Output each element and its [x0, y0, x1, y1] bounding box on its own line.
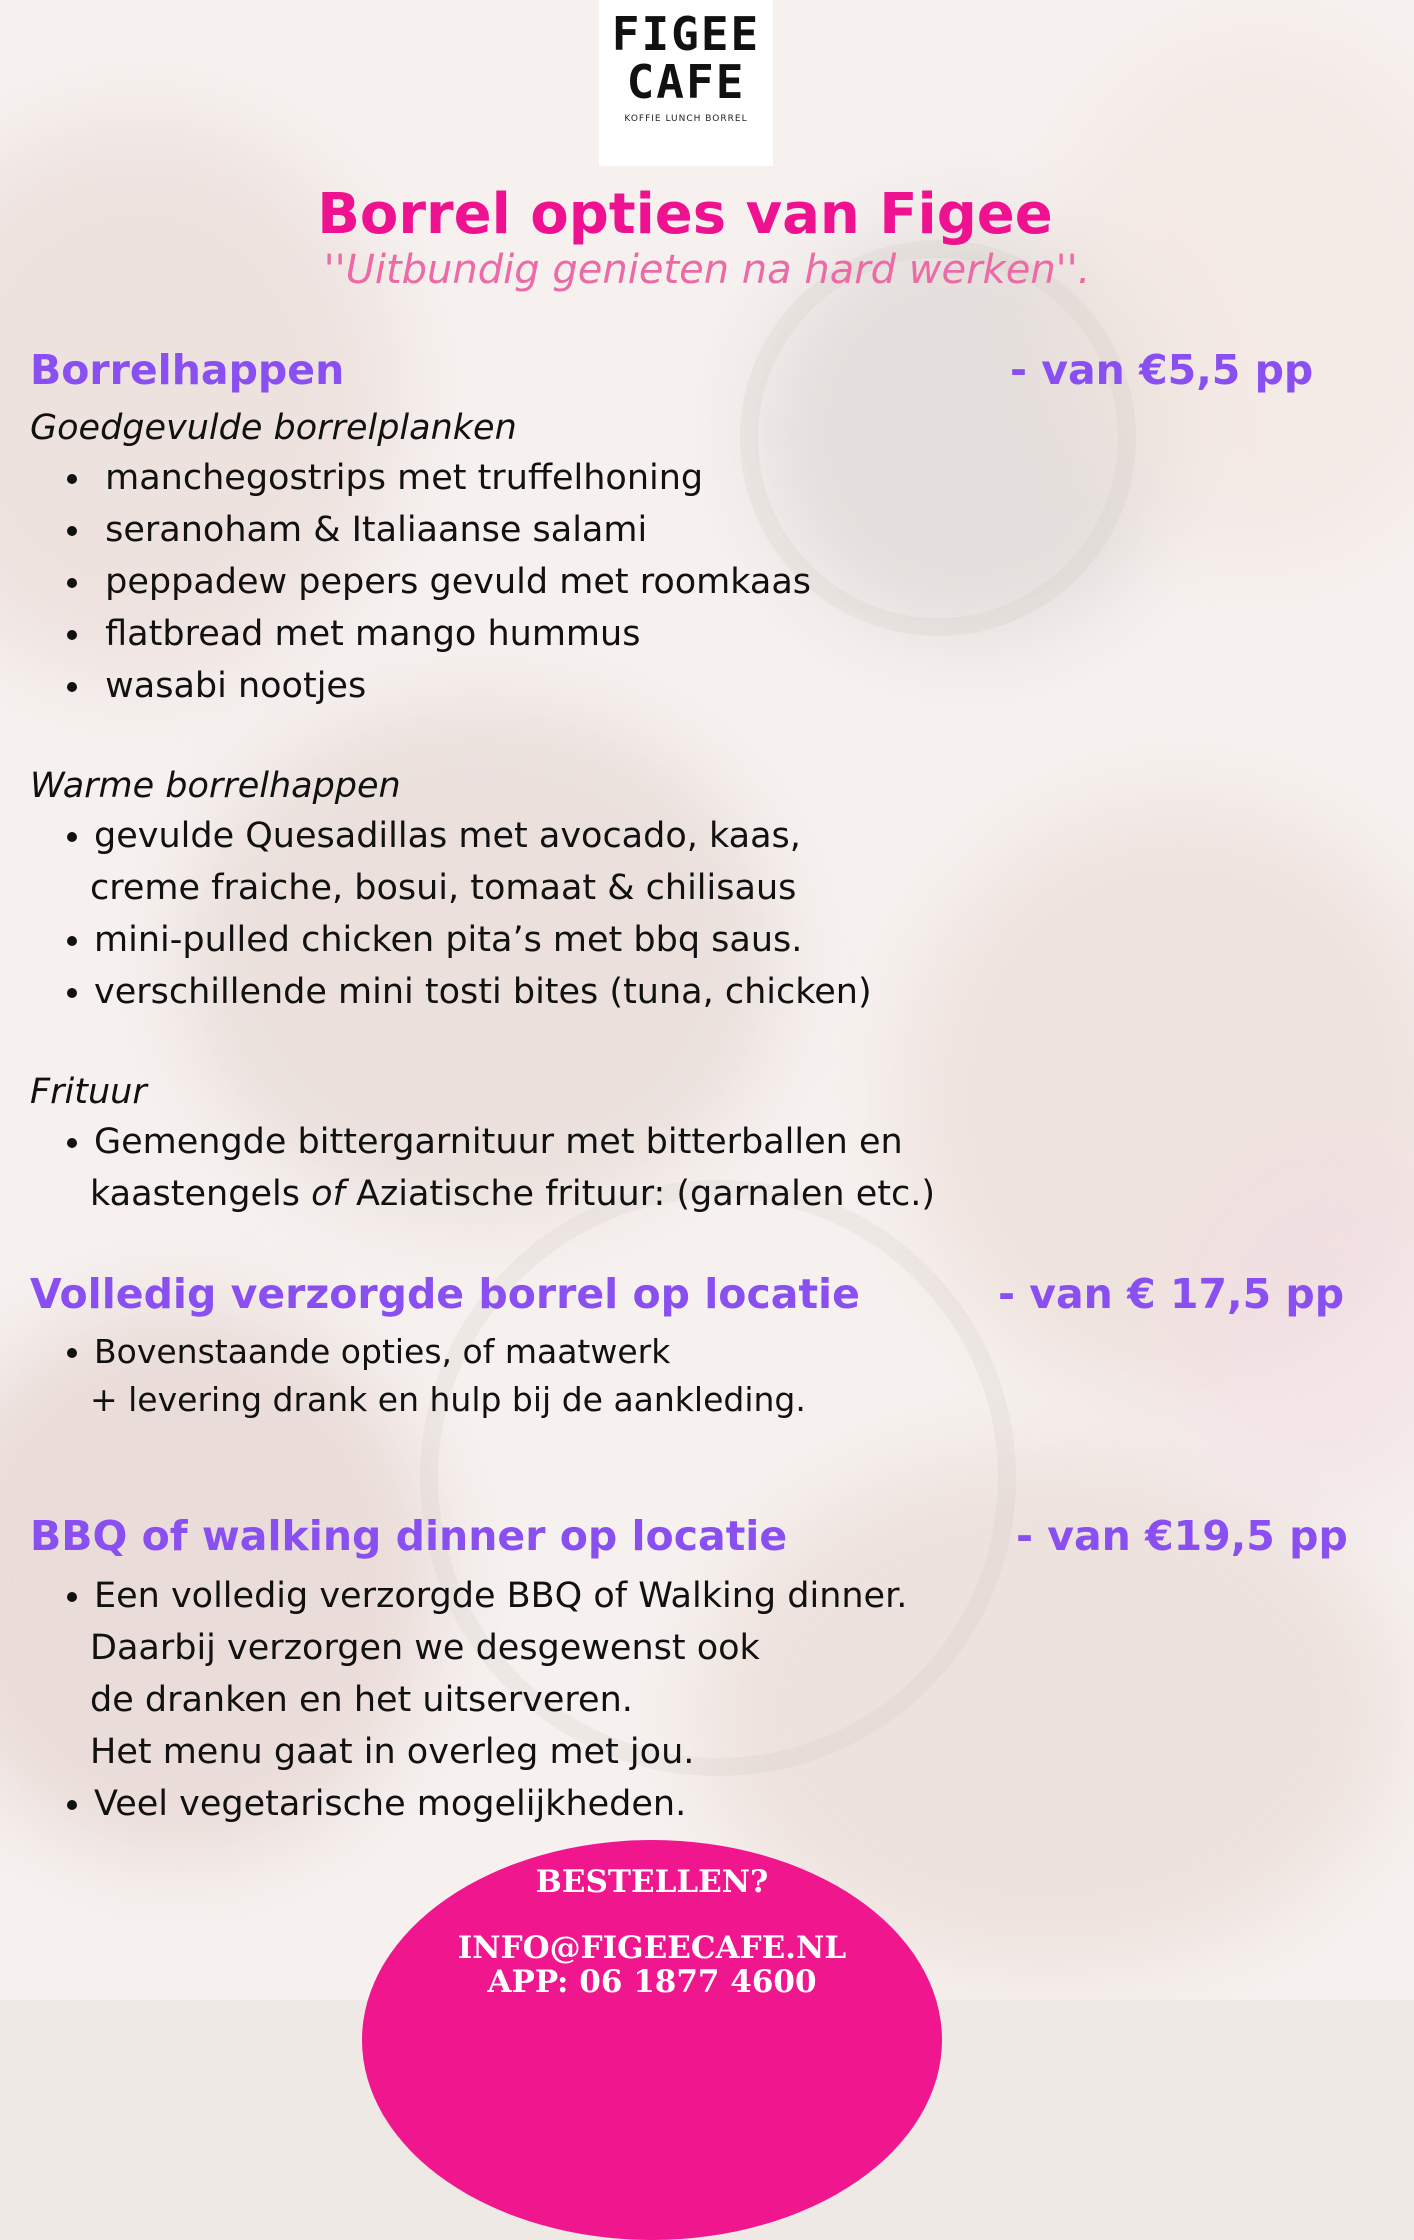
section-price: - van €19,5 pp	[1016, 1512, 1348, 1560]
list-item: • flatbread met mango hummus	[94, 608, 1390, 660]
figee-cafe-logo	[599, 0, 773, 166]
section-price: - van € 17,5 pp	[998, 1270, 1345, 1318]
logo-tagline: KOFFIE LUNCH BORREL	[624, 114, 748, 124]
section-title: BBQ of walking dinner op locatie	[30, 1512, 788, 1560]
section-verzorgd-header	[30, 1260, 1390, 1328]
order-email-link[interactable]: INFO@FIGEECAFE.NL	[457, 1930, 847, 1966]
order-heading: BESTELLEN?	[535, 1864, 769, 1900]
warme-borrelhappen-list	[30, 810, 1390, 1018]
list-item: • manchegostrips met truffelhoning	[94, 452, 1390, 504]
list-item: • Bovenstaande opties, of maatwerk + levering drank en hulp bij de aankleding.	[94, 1328, 1390, 1424]
group-heading: Frituur	[30, 1072, 147, 1112]
logo-line-2: CAFE	[626, 55, 746, 109]
frituur-list	[30, 1116, 1390, 1220]
section-price: - van €5,5 pp	[1010, 346, 1314, 394]
section-bbq-header	[30, 1502, 1390, 1570]
verzorgd-list	[30, 1328, 1390, 1424]
list-item: • mini-pulled chicken pita’s met bbq saus.	[94, 914, 1390, 966]
list-item: • Gemengde bittergarnituur met bitterballen en kaastengels of Aziatische frituur: (garnalen etc.)	[94, 1116, 1390, 1220]
page-subtitle: ''Uitbundig genieten na hard werken''.	[323, 247, 1091, 293]
list-item: • seranoham & Italiaanse salami	[94, 504, 1390, 556]
menu-content	[30, 336, 1390, 1830]
logo-line-1: FIGEE	[611, 7, 761, 61]
page-title: Borrel opties van Figee	[317, 182, 1053, 247]
order-app-number[interactable]: APP: 06 1877 4600	[487, 1964, 817, 2000]
list-item: • gevulde Quesadillas met avocado, kaas, creme fraiche, bosui, tomaat & chilisaus	[94, 810, 1390, 914]
section-borrelhappen-header	[30, 336, 1390, 404]
list-item: • Veel vegetarische mogelijkheden.	[94, 1778, 1390, 1830]
borrelplanken-list	[30, 452, 1390, 712]
section-title: Volledig verzorgde borrel op locatie	[30, 1270, 860, 1318]
list-item: • peppadew pepers gevuld met roomkaas	[94, 556, 1390, 608]
group-heading: Warme borrelhappen	[30, 766, 401, 806]
bbq-list	[30, 1570, 1390, 1830]
group-heading: Goedgevulde borrelplanken	[30, 408, 517, 448]
list-item: • wasabi nootjes	[94, 660, 1390, 712]
section-title: Borrelhappen	[30, 346, 345, 394]
list-item: • verschillende mini tosti bites (tuna, chicken)	[94, 966, 1390, 1018]
list-item: • Een volledig verzorgde BBQ of Walking dinner. Daarbij verzorgen we desgewenst ook de dranken en het uitserveren. Het menu gaat in overleg met jou.	[94, 1570, 1390, 1778]
